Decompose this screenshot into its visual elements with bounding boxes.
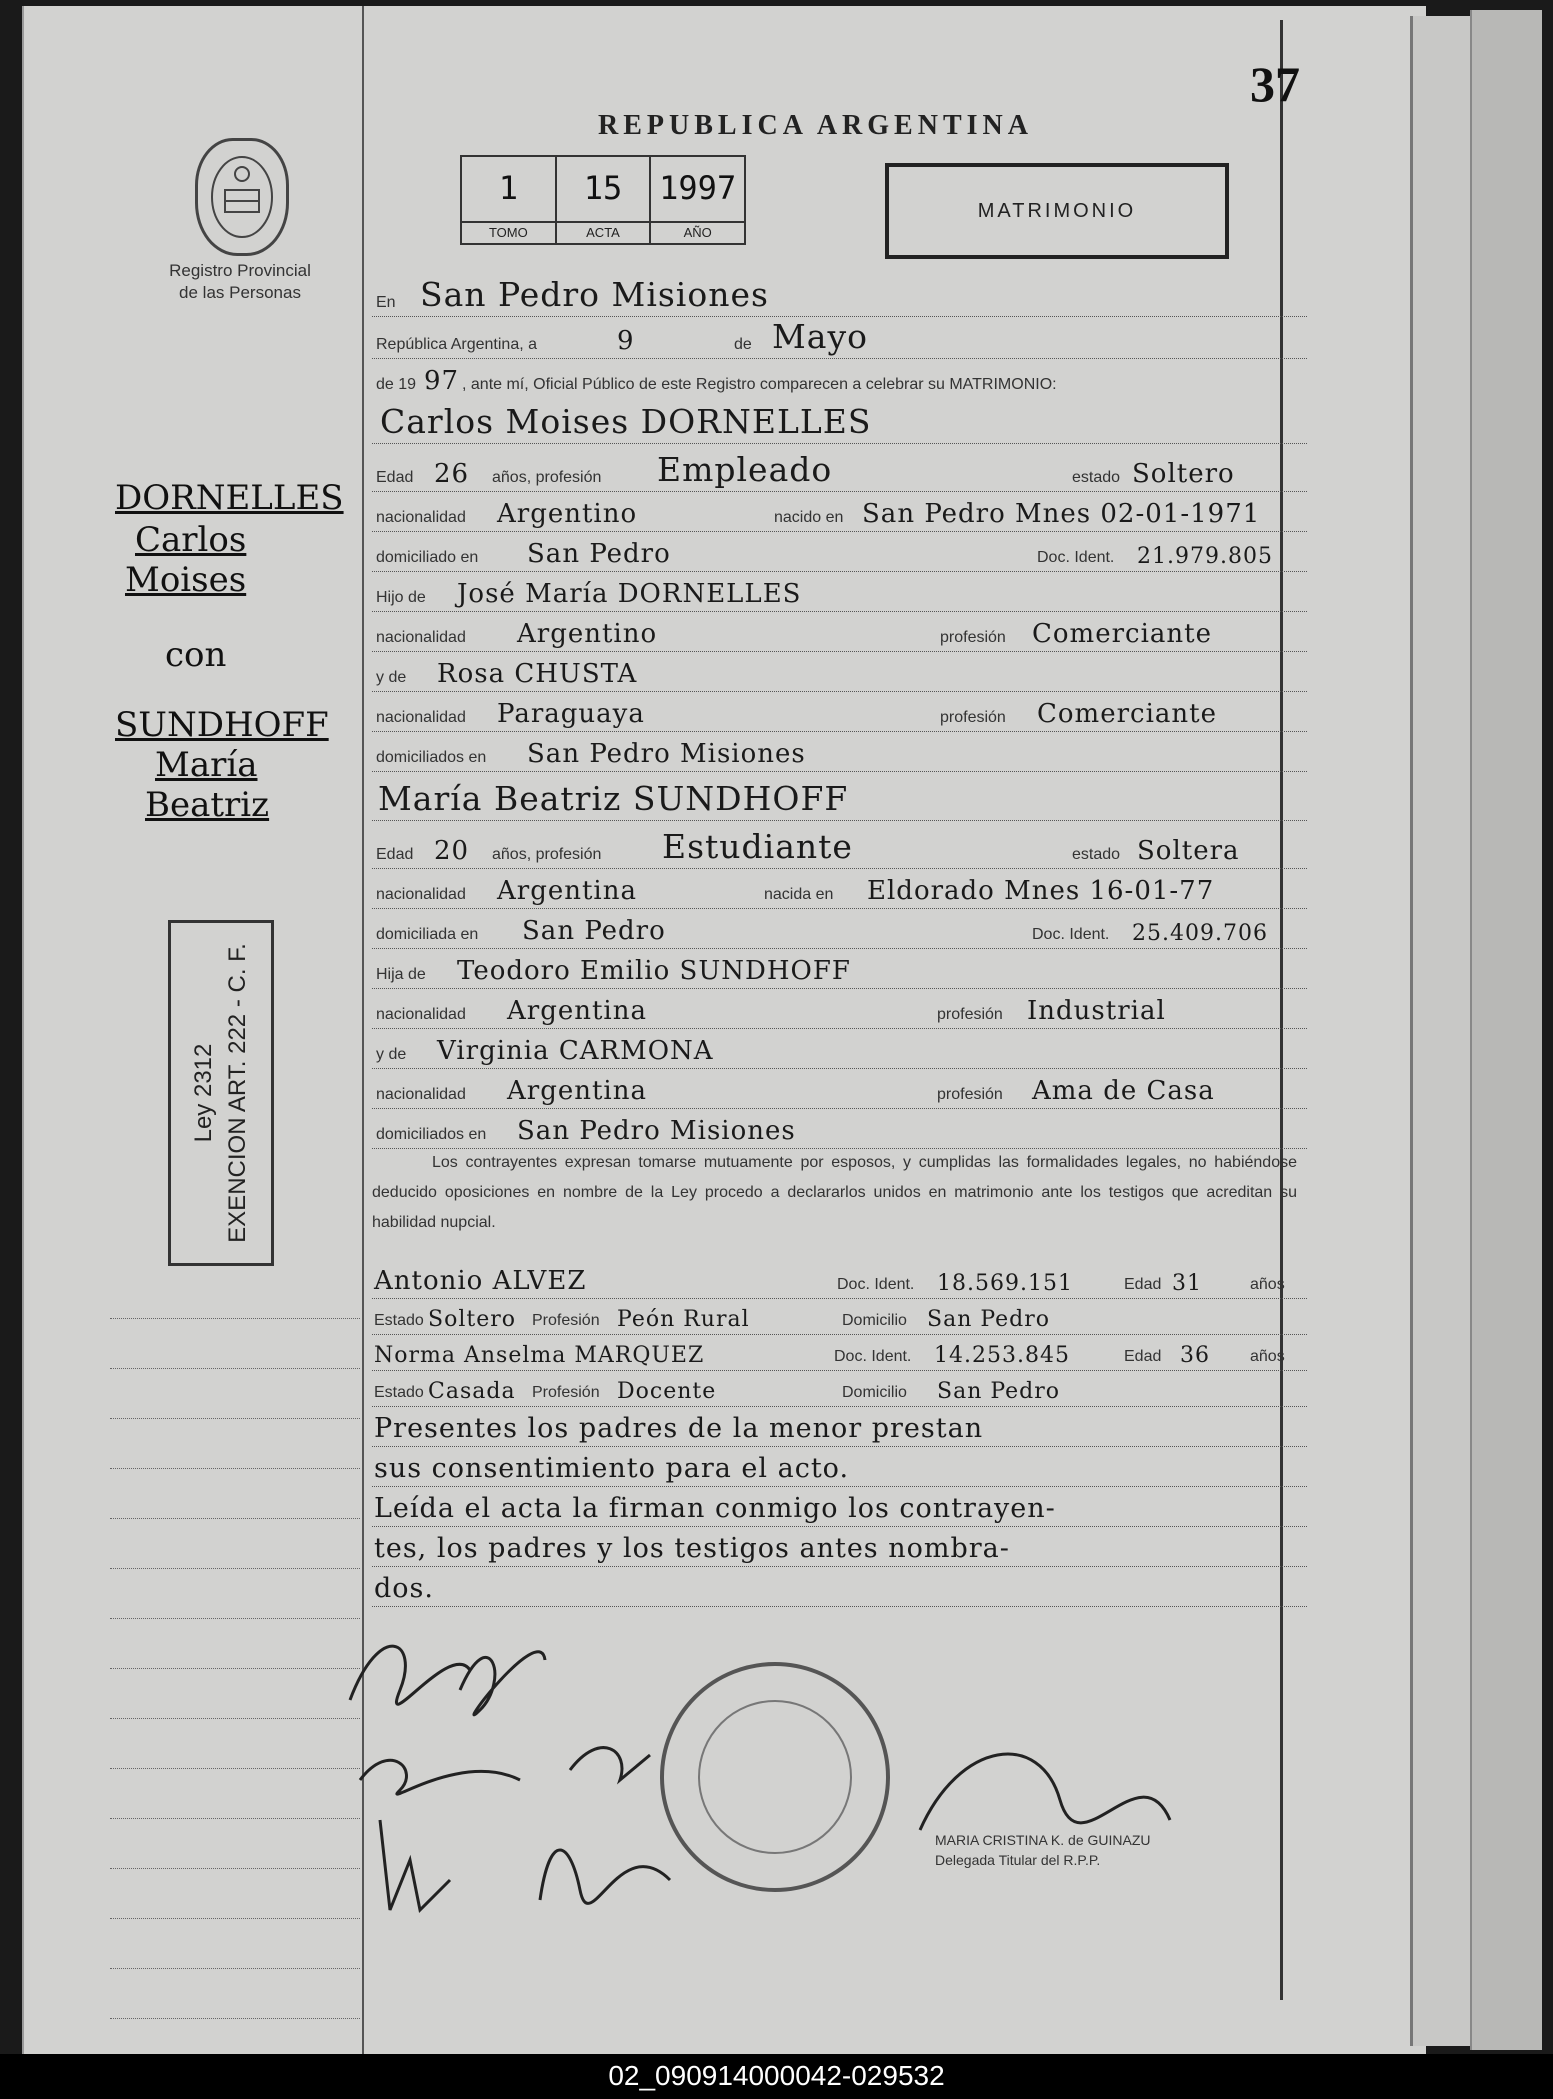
row-groom-domicile: [372, 535, 1307, 572]
label-nacionalidad: nacionalidad: [376, 1086, 466, 1103]
label-republica: República Argentina, a: [376, 336, 537, 353]
row-bride-nationality: [372, 872, 1307, 909]
note-text: tes, los padres y los testigos antes nombra-: [374, 1533, 1010, 1564]
margin-line: [110, 1430, 360, 1469]
marriage-day: 9: [617, 326, 635, 356]
label-estado2: Estado: [374, 1384, 424, 1401]
groom-father-profession: Comerciante: [1032, 619, 1212, 649]
signature-witness1: [360, 1760, 520, 1794]
margin-surname-groom: DORNELLES: [115, 478, 344, 518]
witness1-age: 31: [1172, 1271, 1202, 1296]
signature-mother: [540, 1850, 670, 1903]
margin-line: [110, 1380, 360, 1419]
margin-line: [110, 1580, 360, 1619]
witness2-profession: Docente: [617, 1379, 717, 1404]
groom-domicile: San Pedro: [527, 539, 671, 569]
bride-father: Teodoro Emilio SUNDHOFF: [457, 956, 851, 986]
label-hijo-de: Hijo de: [376, 589, 426, 606]
groom-father-nationality: Argentino: [517, 619, 658, 649]
label-anos: años: [1250, 1348, 1285, 1365]
label-domicilio: Domicilio: [842, 1384, 907, 1401]
row-bride-mother-nationality: [372, 1072, 1307, 1109]
label-en: En: [376, 294, 396, 311]
officer-title: Delegada Titular del R.P.P.: [935, 1852, 1101, 1868]
marriage-year: 97: [424, 366, 460, 396]
acta-cell: [557, 157, 652, 243]
label-anos-profesion: años, profesión: [492, 846, 602, 863]
document-type-box: MATRIMONIO: [885, 163, 1229, 259]
bride-mother-nationality: Argentina: [507, 1076, 647, 1106]
row-bride-father-nationality: [372, 992, 1307, 1029]
note-line: [372, 1450, 1307, 1487]
image-id-footer: 02_090914000042-029532: [0, 2054, 1553, 2099]
bride-mother: Virginia CARMONA: [437, 1036, 714, 1066]
row-bride-domicile: [372, 912, 1307, 949]
label-domiciliados-en: domiciliados en: [376, 1126, 487, 1143]
label-domiciliado-en: domiciliado en: [376, 549, 479, 566]
label-profesion: profesión: [940, 709, 1006, 726]
note-text: dos.: [374, 1573, 434, 1604]
bride-nationality: Argentina: [497, 876, 637, 906]
label-profesion2: Profesión: [532, 1384, 600, 1401]
margin-line: [110, 1880, 360, 1919]
margin-name2-groom: Moises: [125, 560, 247, 600]
label-de: de: [734, 336, 752, 353]
label-edad: Edad: [376, 469, 414, 486]
witness1-profession: Peón Rural: [617, 1307, 750, 1332]
margin-con: con: [165, 635, 227, 675]
witness1-doc: 18.569.151: [937, 1271, 1073, 1296]
witness2-domicile: San Pedro: [937, 1379, 1061, 1404]
margin-line: [110, 1980, 360, 2019]
bride-doc: 25.409.706: [1132, 921, 1268, 946]
margin-line: [110, 1280, 360, 1319]
row-groom-father: [372, 575, 1307, 612]
country-title: REPUBLICA ARGENTINA: [598, 110, 1033, 141]
groom-status: Soltero: [1132, 459, 1235, 489]
margin-line: [110, 1830, 360, 1869]
label-doc-ident: Doc. Ident.: [1032, 926, 1110, 943]
margin-line: [110, 1930, 360, 1969]
label-doc-ident: Doc. Ident.: [1037, 549, 1115, 566]
row-bride-mother: [372, 1032, 1307, 1069]
label-doc-ident: Doc. Ident.: [837, 1276, 915, 1293]
bride-profession: Estudiante: [662, 827, 853, 866]
groom-father: José María DORNELLES: [457, 579, 802, 609]
label-profesion: profesión: [937, 1006, 1003, 1023]
bride-father-nationality: Argentina: [507, 996, 647, 1026]
exemption-line-2: EXENCION ART. 222 - C. F.: [224, 943, 251, 1243]
margin-line: [110, 1730, 360, 1769]
ano-cell: [651, 157, 744, 243]
label-nacida-en: nacida en: [764, 886, 834, 903]
row-place: [372, 275, 1307, 317]
page-edge-back: [1470, 10, 1542, 2050]
row-year: [372, 362, 1307, 398]
row-witness2-details: [372, 1370, 1307, 1407]
witness1-status: Soltero: [428, 1307, 516, 1332]
margin-line: [110, 1480, 360, 1519]
bride-name: María Beatriz SUNDHOFF: [378, 779, 849, 818]
margin-line: [110, 1630, 360, 1669]
note-line: [372, 1530, 1307, 1567]
row-bride-age: [372, 827, 1307, 869]
signature-father: [380, 1820, 450, 1910]
provincial-seal-icon: [195, 138, 289, 256]
registry-name: [150, 260, 330, 304]
label-y-de: y de: [376, 1046, 407, 1063]
tomo-cell: [462, 157, 557, 243]
label-domiciliados-en: domiciliados en: [376, 749, 487, 766]
row-groom-father-nationality: [372, 615, 1307, 652]
label-nacionalidad: nacionalidad: [376, 886, 466, 903]
groom-birth: San Pedro Mnes 02-01-1971: [862, 499, 1261, 529]
label-hija-de: Hija de: [376, 966, 426, 983]
registry-line-2: de las Personas: [179, 283, 301, 302]
signature-witness2: [570, 1748, 650, 1780]
bride-age: 20: [434, 836, 470, 866]
row-bride-parents-domicile: [372, 1112, 1307, 1149]
officer-name: MARIA CRISTINA K. de GUINAZU: [935, 1832, 1151, 1848]
bride-domicile: San Pedro: [522, 916, 666, 946]
groom-name: Carlos Moises DORNELLES: [380, 402, 872, 441]
groom-nationality: Argentino: [497, 499, 638, 529]
record-box: [460, 155, 746, 245]
note-text: sus consentimiento para el acto.: [374, 1453, 850, 1484]
exemption-stamp: [168, 920, 274, 1266]
tomo-value: 1: [498, 169, 518, 207]
label-nacionalidad: nacionalidad: [376, 709, 466, 726]
marriage-month: Mayo: [772, 317, 868, 356]
bride-birth: Eldorado Mnes 16-01-77: [867, 876, 1215, 906]
groom-doc: 21.979.805: [1137, 544, 1273, 569]
groom-parents-domicile: San Pedro Misiones: [527, 739, 806, 769]
margin-line: [110, 1780, 360, 1819]
label-profesion2: Profesión: [532, 1312, 600, 1329]
label-ante-mi: , ante mí, Oficial Público de este Registro comparecen a celebrar su MATRIMONIO:: [462, 376, 1057, 393]
acta-value: 15: [583, 169, 623, 207]
label-edad2: Edad: [1124, 1348, 1162, 1365]
exemption-line-1: Ley 2312: [190, 1043, 217, 1143]
row-groom-age: [372, 450, 1307, 492]
margin-surname-bride: SUNDHOFF: [115, 705, 329, 745]
label-estado2: Estado: [374, 1312, 424, 1329]
official-seal-inner: [698, 1700, 852, 1854]
official-seal-icon: [660, 1662, 890, 1892]
label-estado: estado: [1072, 846, 1121, 863]
bride-mother-profession: Ama de Casa: [1032, 1076, 1215, 1106]
margin-line: [110, 1680, 360, 1719]
label-edad2: Edad: [1124, 1276, 1162, 1293]
signature-officer: [920, 1754, 1170, 1830]
row-groom-name: [372, 402, 1307, 444]
label-edad: Edad: [376, 846, 414, 863]
witness1-domicile: San Pedro: [927, 1307, 1051, 1332]
bride-father-profession: Industrial: [1027, 996, 1166, 1026]
groom-age: 26: [434, 459, 470, 489]
label-nacionalidad: nacionalidad: [376, 509, 466, 526]
witness2-status: Casada: [428, 1379, 516, 1404]
signature-groom: [350, 1646, 470, 1704]
bride-parents-domicile: San Pedro Misiones: [517, 1116, 796, 1146]
label-nacionalidad: nacionalidad: [376, 629, 466, 646]
note-line: [372, 1490, 1307, 1527]
label-anos: años: [1250, 1276, 1285, 1293]
exemption-stamp-text: [187, 943, 255, 1243]
row-witness1-details: [372, 1298, 1307, 1335]
label-domiciliada-en: domiciliada en: [376, 926, 479, 943]
groom-mother: Rosa CHUSTA: [437, 659, 638, 689]
witness1-name: Antonio ALVEZ: [374, 1266, 587, 1296]
label-nacido-en: nacido en: [774, 509, 844, 526]
row-groom-nationality: [372, 495, 1307, 532]
note-text: Presentes los padres de la menor prestan: [374, 1413, 984, 1444]
marriage-place: San Pedro Misiones: [420, 275, 769, 314]
row-witness1: [372, 1262, 1307, 1299]
label-profesion: profesión: [940, 629, 1006, 646]
witness2-age: 36: [1180, 1343, 1210, 1368]
label-doc-ident: Doc. Ident.: [834, 1348, 912, 1365]
label-profesion: profesión: [937, 1086, 1003, 1103]
declaration-text: Los contrayentes expresan tomarse mutuamente por esposos, y cumplidas las formalidades legales, no habiéndose deducido oposiciones en nombre de la Ley procedo a declararlos unidos en matrimonio ante los testigos que acreditan su habilidad nupcial.: [372, 1154, 1297, 1231]
note-line: [372, 1410, 1307, 1447]
ano-value: 1997: [659, 169, 737, 207]
witness2-name: Norma Anselma MARQUEZ: [374, 1343, 705, 1368]
row-witness2: [372, 1334, 1307, 1371]
tomo-label: TOMO: [462, 221, 555, 243]
margin-name2-bride: Beatriz: [145, 785, 270, 825]
registry-line-1: Registro Provincial: [169, 261, 311, 280]
row-date: [372, 317, 1307, 359]
page-number: 37: [1250, 56, 1300, 112]
officer-info: [935, 1830, 1151, 1870]
acta-label: ACTA: [557, 221, 650, 243]
groom-mother-nationality: Paraguaya: [497, 699, 645, 729]
label-estado: estado: [1072, 469, 1121, 486]
margin-line: [110, 1330, 360, 1369]
ano-label: AÑO: [651, 221, 744, 243]
label-anos-profesion: años, profesión: [492, 469, 602, 486]
label-domicilio: Domicilio: [842, 1312, 907, 1329]
row-bride-father: [372, 952, 1307, 989]
margin-name-groom: Carlos: [135, 520, 247, 560]
row-groom-mother-nationality: [372, 695, 1307, 732]
signature-bride: [460, 1652, 545, 1715]
row-bride-name: [372, 780, 1307, 821]
label-nacionalidad: nacionalidad: [376, 1006, 466, 1023]
margin-name-bride: María: [155, 745, 258, 785]
row-groom-parents-domicile: [372, 735, 1307, 772]
witness2-doc: 14.253.845: [934, 1343, 1070, 1368]
label-y-de: y de: [376, 669, 407, 686]
row-groom-mother: [372, 655, 1307, 692]
note-text: Leída el acta la firman conmigo los contrayen-: [374, 1493, 1056, 1524]
label-de19: de 19: [376, 376, 417, 393]
margin-line: [110, 1530, 360, 1569]
bride-status: Soltera: [1137, 836, 1240, 866]
groom-profession: Empleado: [657, 450, 833, 489]
groom-mother-profession: Comerciante: [1037, 699, 1217, 729]
